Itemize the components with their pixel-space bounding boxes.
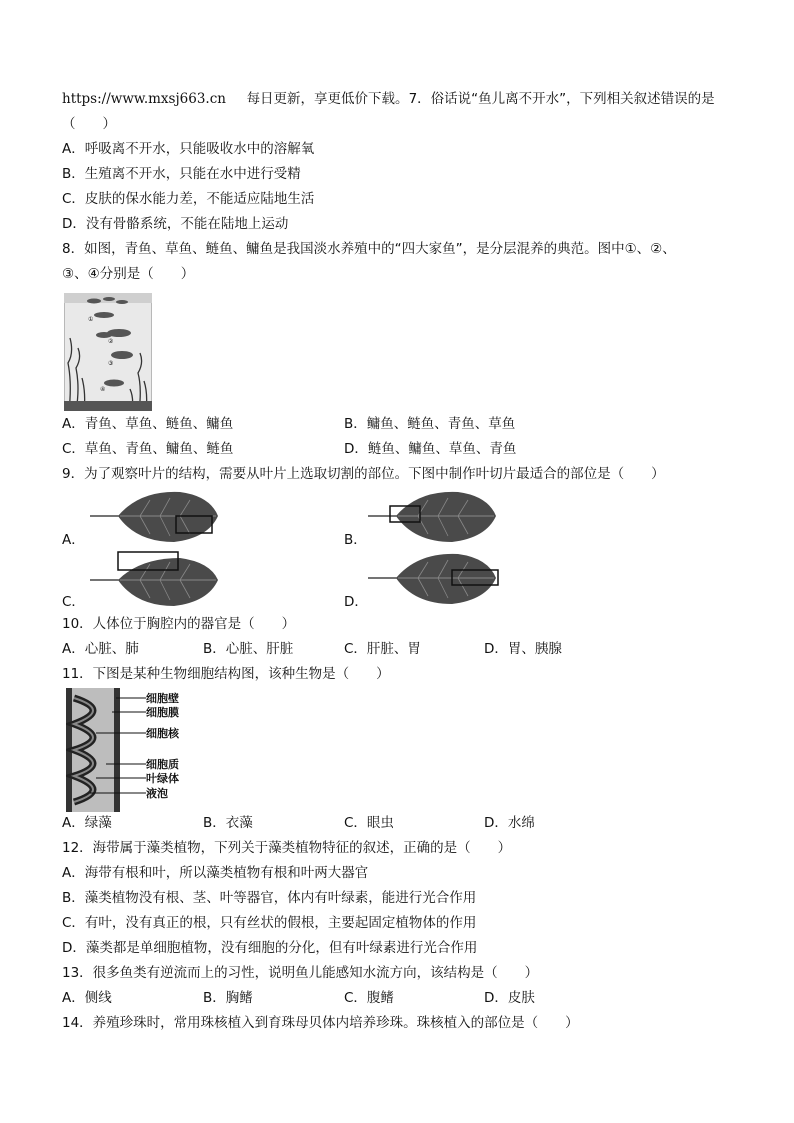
leaf-option-c xyxy=(90,550,220,608)
q9-label-d: D． xyxy=(344,594,368,610)
q7-option-a: A．呼吸离不开水，只能吸收水中的溶解氧 xyxy=(62,141,315,157)
leaf-option-a xyxy=(90,488,220,546)
fish-layers-figure xyxy=(64,293,152,411)
q10-option-b: B．心脏、肝脏 xyxy=(203,641,294,657)
q13-option-c: C．腹鳍 xyxy=(344,990,394,1006)
q8-option-b: B．鳙鱼、鲢鱼、青鱼、草鱼 xyxy=(344,416,516,432)
q7-stem: 7．俗话说“鱼儿离不开水”，下列相关叙述错误的是 xyxy=(408,91,715,107)
q11-stem: 11．下图是某种生物细胞结构图，该种生物是（ ） xyxy=(62,666,390,682)
fish-marker-3: ③ xyxy=(108,360,114,367)
promo-text: 每日更新，享更低价下载。 xyxy=(246,91,409,107)
label-cytoplasm: 细胞质 xyxy=(146,758,179,771)
q10-option-c: C．肝脏、胃 xyxy=(344,641,421,657)
q12-option-b: B．藻类植物没有根、茎、叶等器官，体内有叶绿素，能进行光合作用 xyxy=(62,890,477,906)
q9-label-c: C． xyxy=(62,594,85,610)
q8-option-c: C．草鱼、青鱼、鳙鱼、鲢鱼 xyxy=(62,441,234,457)
q11-option-b: B．衣藻 xyxy=(203,815,253,831)
q13-stem: 13．很多鱼类有逆流而上的习性，说明鱼儿能感知水流方向，该结构是（ ） xyxy=(62,965,539,981)
q11-option-c: C．眼虫 xyxy=(344,815,394,831)
q8-stem-line1: 8．如图，青鱼、草鱼、鲢鱼、鳙鱼是我国淡水养殖中的“四大家鱼”，是分层混养的典范。图中①、②、 xyxy=(62,241,676,257)
q8-option-d: D．鲢鱼、鳙鱼、草鱼、青鱼 xyxy=(344,441,517,457)
q9-stem: 9．为了观察叶片的结构，需要从叶片上选取切割的部位。下图中制作叶切片最适合的部位是（ ） xyxy=(62,466,665,482)
q13-option-b: B．胸鳍 xyxy=(203,990,253,1006)
q13-option-d: D．皮肤 xyxy=(484,990,535,1006)
q7-paren: （ ） xyxy=(62,116,116,132)
q12-option-c: C．有叶，没有真正的根，只有丝状的假根，主要起固定植物体的作用 xyxy=(62,915,477,931)
q12-option-d: D．藻类都是单细胞植物，没有细胞的分化，但有叶绿素进行光合作用 xyxy=(62,940,478,956)
source-url: https://www.mxsj663.cn xyxy=(62,91,226,107)
q12-stem: 12．海带属于藻类植物，下列关于藻类植物特征的叙述，正确的是（ ） xyxy=(62,840,512,856)
fish-marker-4: ④ xyxy=(100,386,106,393)
q14-stem: 14．养殖珍珠时，常用珠核植入到育珠母贝体内培养珍珠。珠核植入的部位是（ ） xyxy=(62,1015,579,1031)
q8-stem-line2: ③、④分别是（ ） xyxy=(62,266,195,282)
label-cell-wall: 细胞壁 xyxy=(146,692,179,705)
q10-option-a: A．心脏、肺 xyxy=(62,641,139,657)
q12-option-a: A．海带有根和叶，所以藻类植物有根和叶两大器官 xyxy=(62,865,369,881)
fish-marker-2: ② xyxy=(108,338,114,345)
q8-option-a: A．青鱼、草鱼、鲢鱼、鳙鱼 xyxy=(62,416,234,432)
label-cell-membrane: 细胞膜 xyxy=(146,706,179,719)
label-nucleus: 细胞核 xyxy=(146,727,179,740)
q9-label-b: B． xyxy=(344,532,367,548)
label-vacuole: 液泡 xyxy=(146,787,168,800)
fish-marker-1: ① xyxy=(88,316,94,323)
leaf-option-d xyxy=(368,550,500,608)
q7-option-b: B．生殖离不开水，只能在水中进行受精 xyxy=(62,166,301,182)
q9-label-a: A． xyxy=(62,532,85,548)
q10-stem: 10．人体位于胸腔内的器官是（ ） xyxy=(62,616,296,632)
q10-option-d: D．胃、胰腺 xyxy=(484,641,562,657)
label-chloroplast: 叶绿体 xyxy=(146,772,179,785)
q7-option-d: D．没有骨骼系统，不能在陆地上运动 xyxy=(62,216,289,232)
header-line xyxy=(62,89,715,109)
cell-structure-figure xyxy=(66,688,190,812)
q11-option-a: A．绿藻 xyxy=(62,815,112,831)
leaf-option-b xyxy=(368,488,498,546)
q7-option-c: C．皮肤的保水能力差，不能适应陆地生活 xyxy=(62,191,315,207)
q13-option-a: A．侧线 xyxy=(62,990,112,1006)
q11-option-d: D．水绵 xyxy=(484,815,535,831)
